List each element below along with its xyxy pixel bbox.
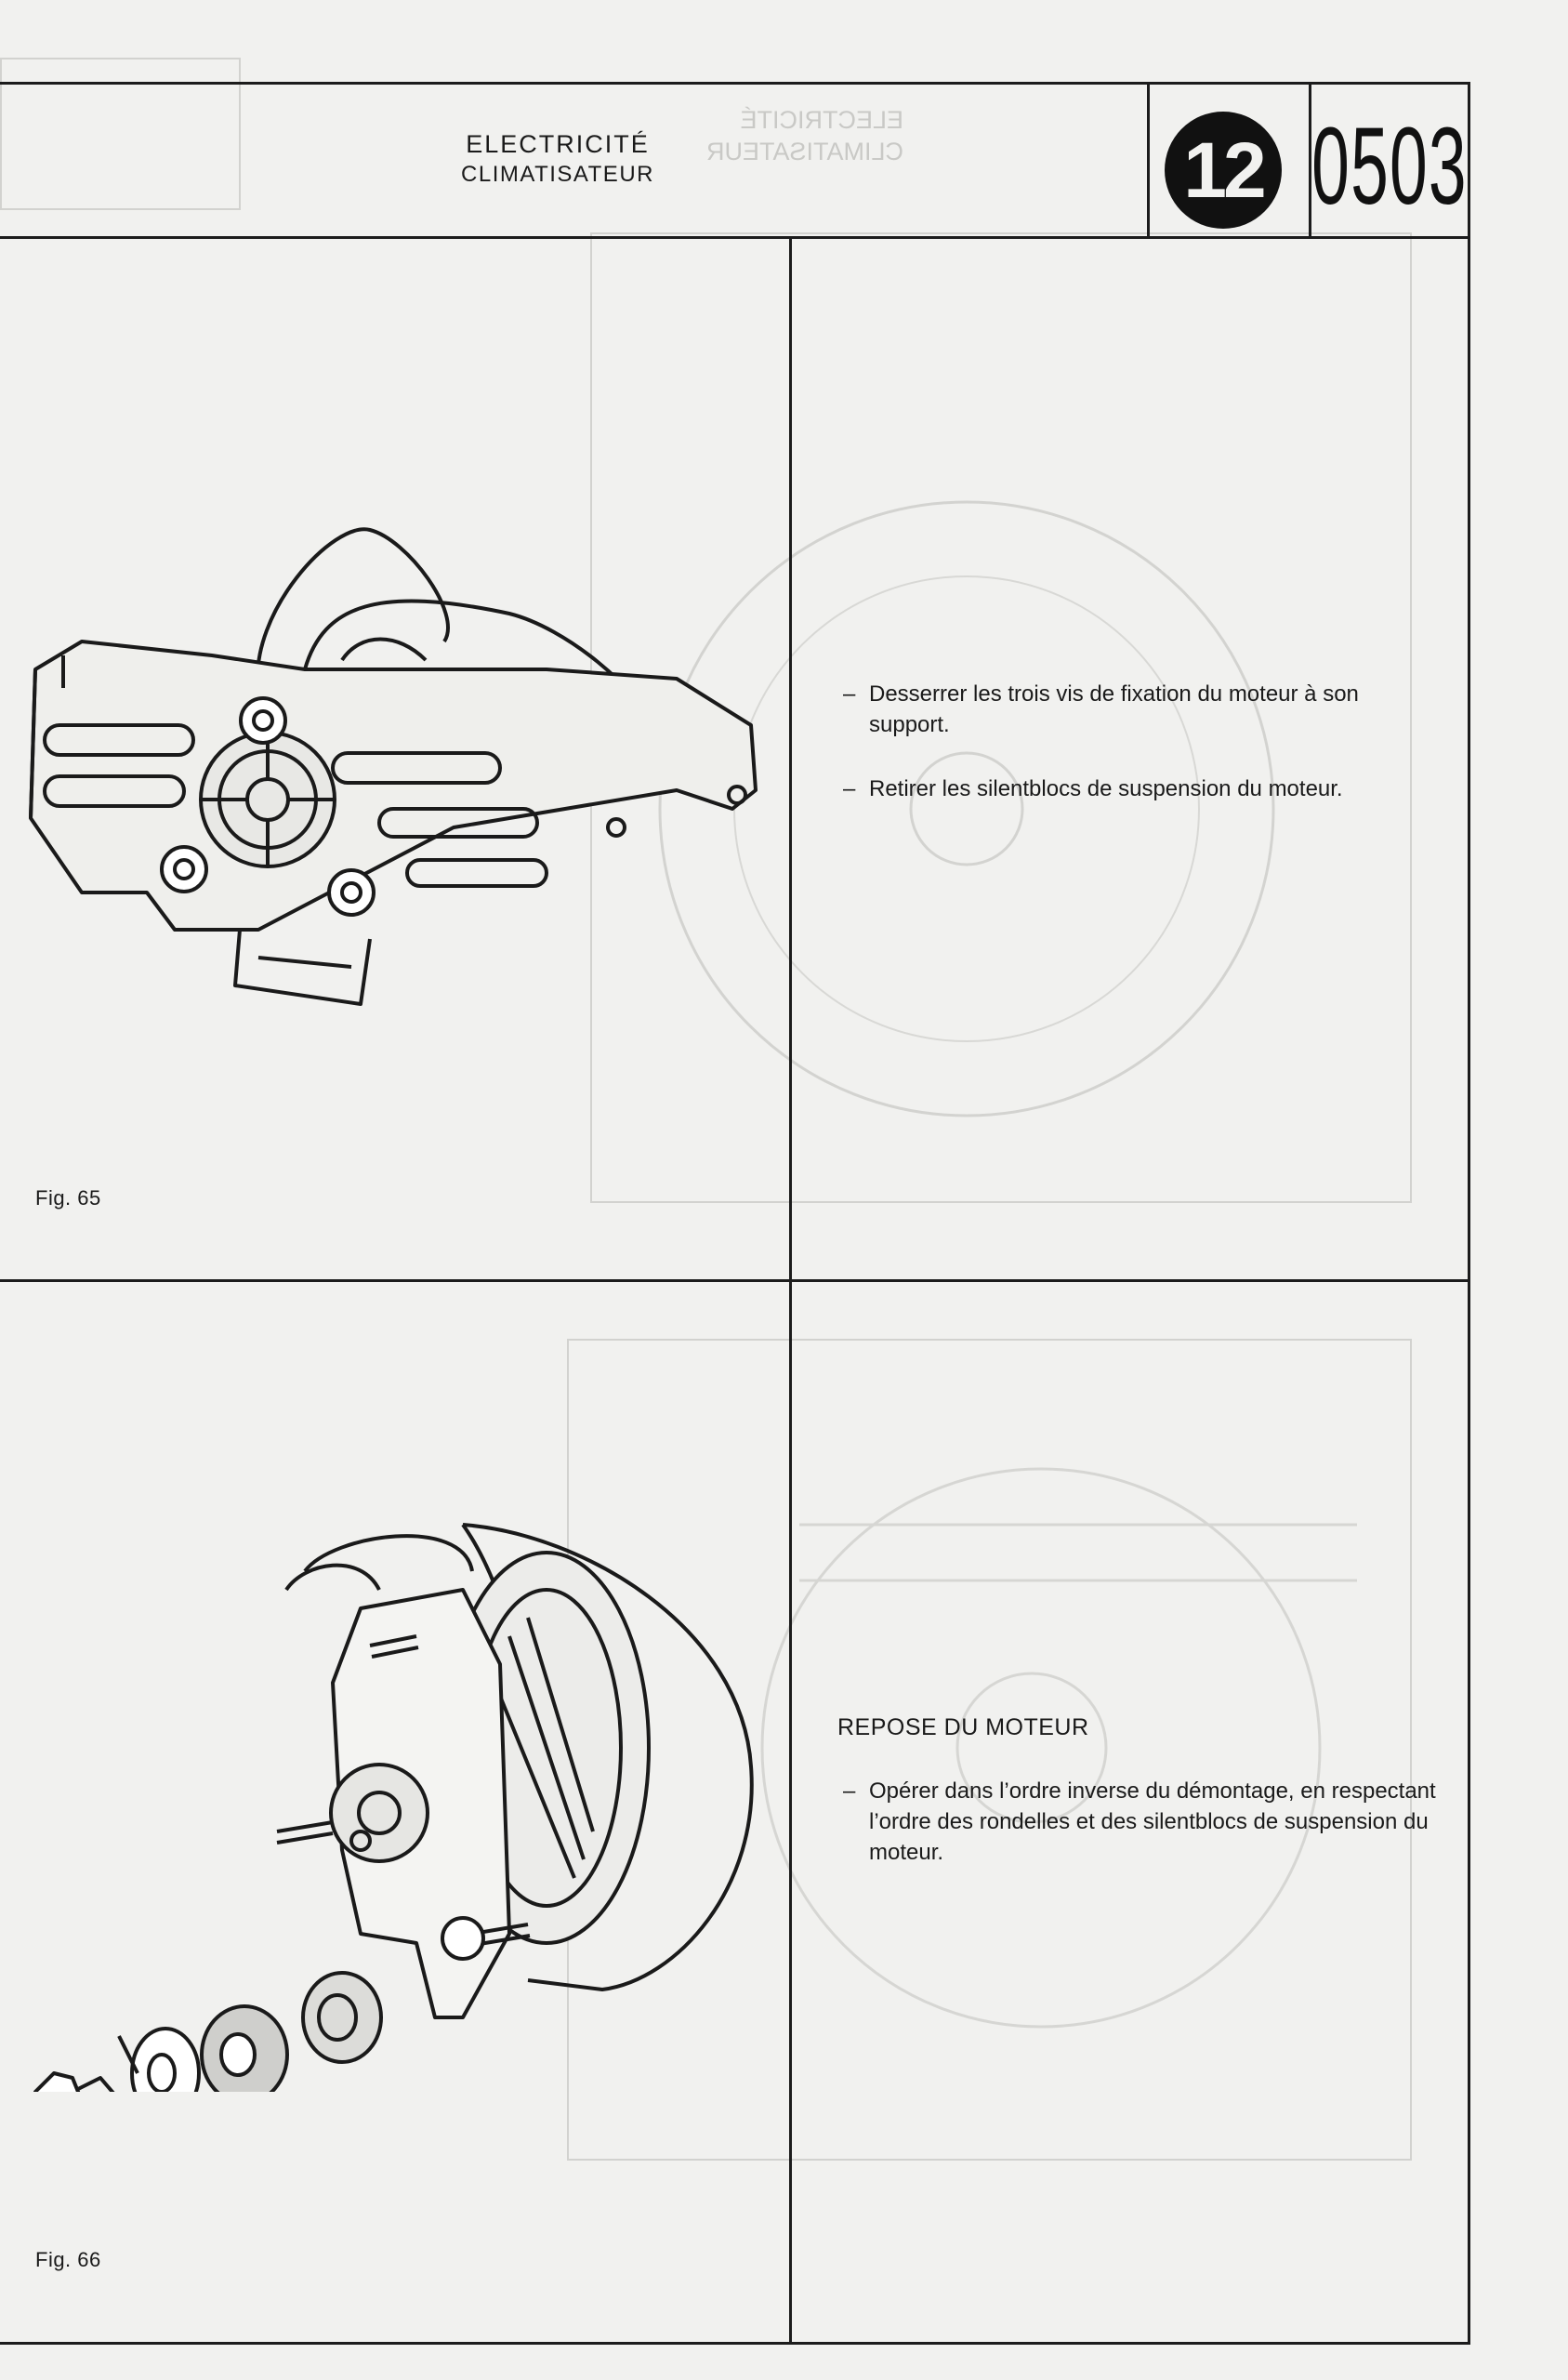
motor-support-bracket-illustration [26,502,770,1023]
section-subtitle: CLIMATISATEUR [461,162,654,187]
figure-65-label: Fig. 65 [35,1186,101,1210]
bleed-through-header: ELECTRICITÉ CLIMATISATEUR [706,106,904,165]
header-sep-left [1147,82,1150,238]
step-dash: – [843,1778,856,1804]
page-header [409,128,706,190]
row-divider [0,1279,1470,1282]
chapter-badge: 12 [1165,112,1282,229]
motor-exploded-silentbloc-illustration [26,1497,788,2092]
removal-step-2: – Retirer les silentblocs de suspension du moteur. [843,774,1438,804]
step-dash: – [843,681,856,707]
column-divider [789,236,792,2345]
removal-step-1: – Desserrer les trois vis de fixation du moteur à son support. [843,679,1419,740]
section-title: ELECTRICITÉ [466,130,650,158]
page-code: 0503 [1311,105,1468,228]
refit-heading: REPOSE DU MOTEUR [837,1714,1089,1740]
step-dash: – [843,776,856,801]
figure-66-label: Fig. 66 [35,2248,101,2271]
header-divider [0,236,1470,239]
refit-step-1: – Opérer dans l’ordre inverse du démontage, en respectant l’ordre des rondelles et des silentblocs de suspension du moteur. [843,1776,1438,1868]
